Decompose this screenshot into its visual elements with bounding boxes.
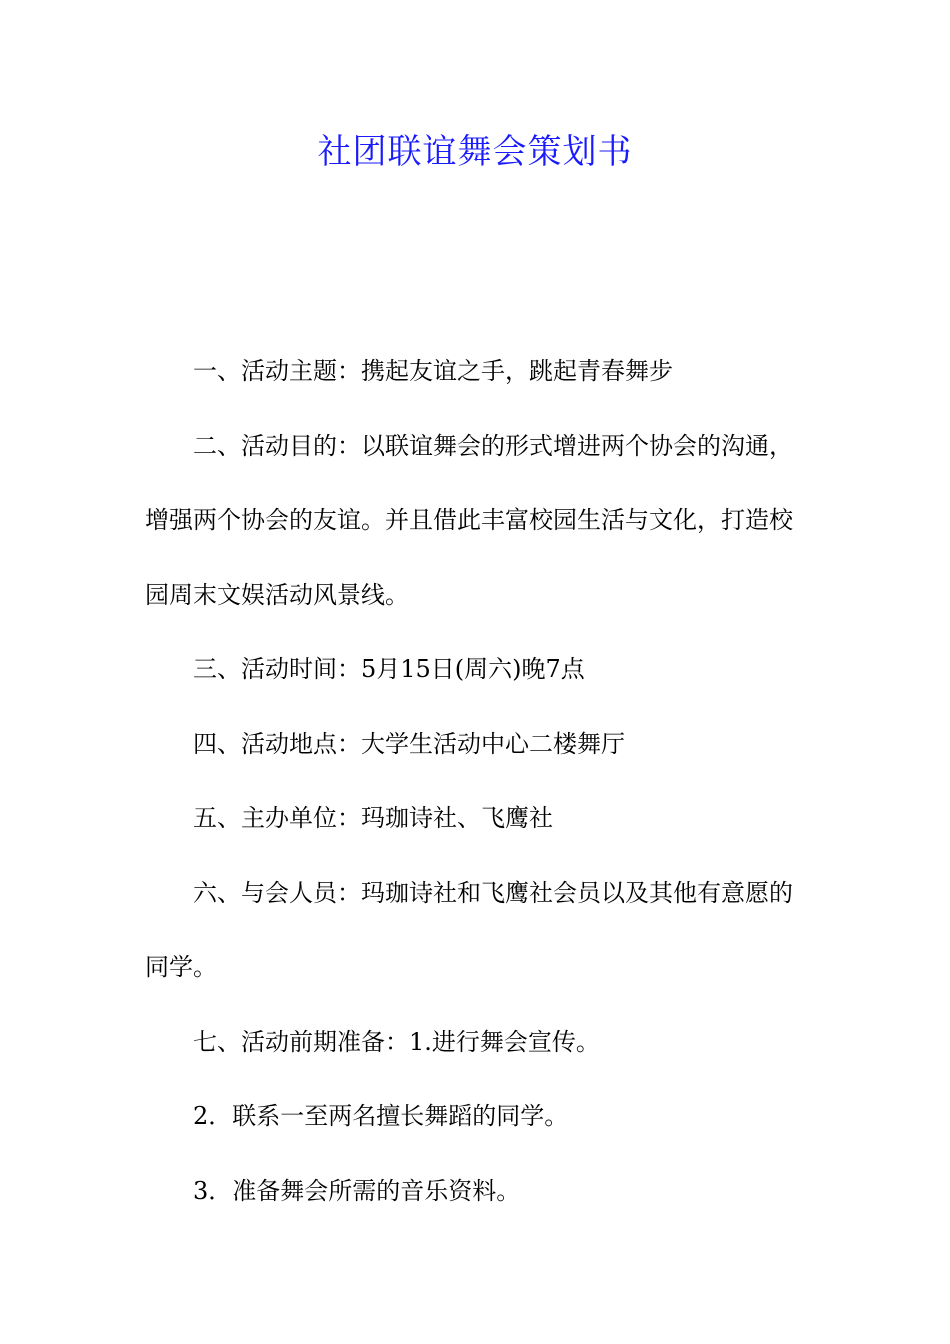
paragraph-preparation-item-3: 3．准备舞会所需的音乐资料。 — [193, 1176, 521, 1205]
paragraph-time: 三、活动时间：5月15日(周六)晚7点 — [193, 655, 585, 683]
paragraph-organizers: 五、主办单位：玛珈诗社、飞鹰社 — [193, 804, 553, 832]
paragraph-participants: 六、与会人员：玛珈诗社和飞鹰社会员以及其他有意愿的同学。 — [145, 878, 793, 981]
paragraph-location: 四、活动地点：大学生活动中心二楼舞厅 — [193, 729, 625, 758]
paragraph-theme: 一、活动主题：携起友谊之手，跳起青春舞步 — [193, 357, 673, 385]
paragraph-preparation-item-2: 2．联系一至两名擅长舞蹈的同学。 — [193, 1102, 569, 1130]
paragraph-purpose: 二、活动目的：以联谊舞会的形式增进两个协会的沟通，增强两个协会的友谊。并且借此丰富校园生活与文化，打造校园周末文娱活动风景线。 — [145, 431, 793, 609]
paragraph-preparation: 七、活动前期准备：1.进行舞会宣传。 — [193, 1027, 600, 1056]
document-body — [145, 334, 810, 1228]
document-title: 社团联谊舞会策划书 — [317, 132, 633, 172]
